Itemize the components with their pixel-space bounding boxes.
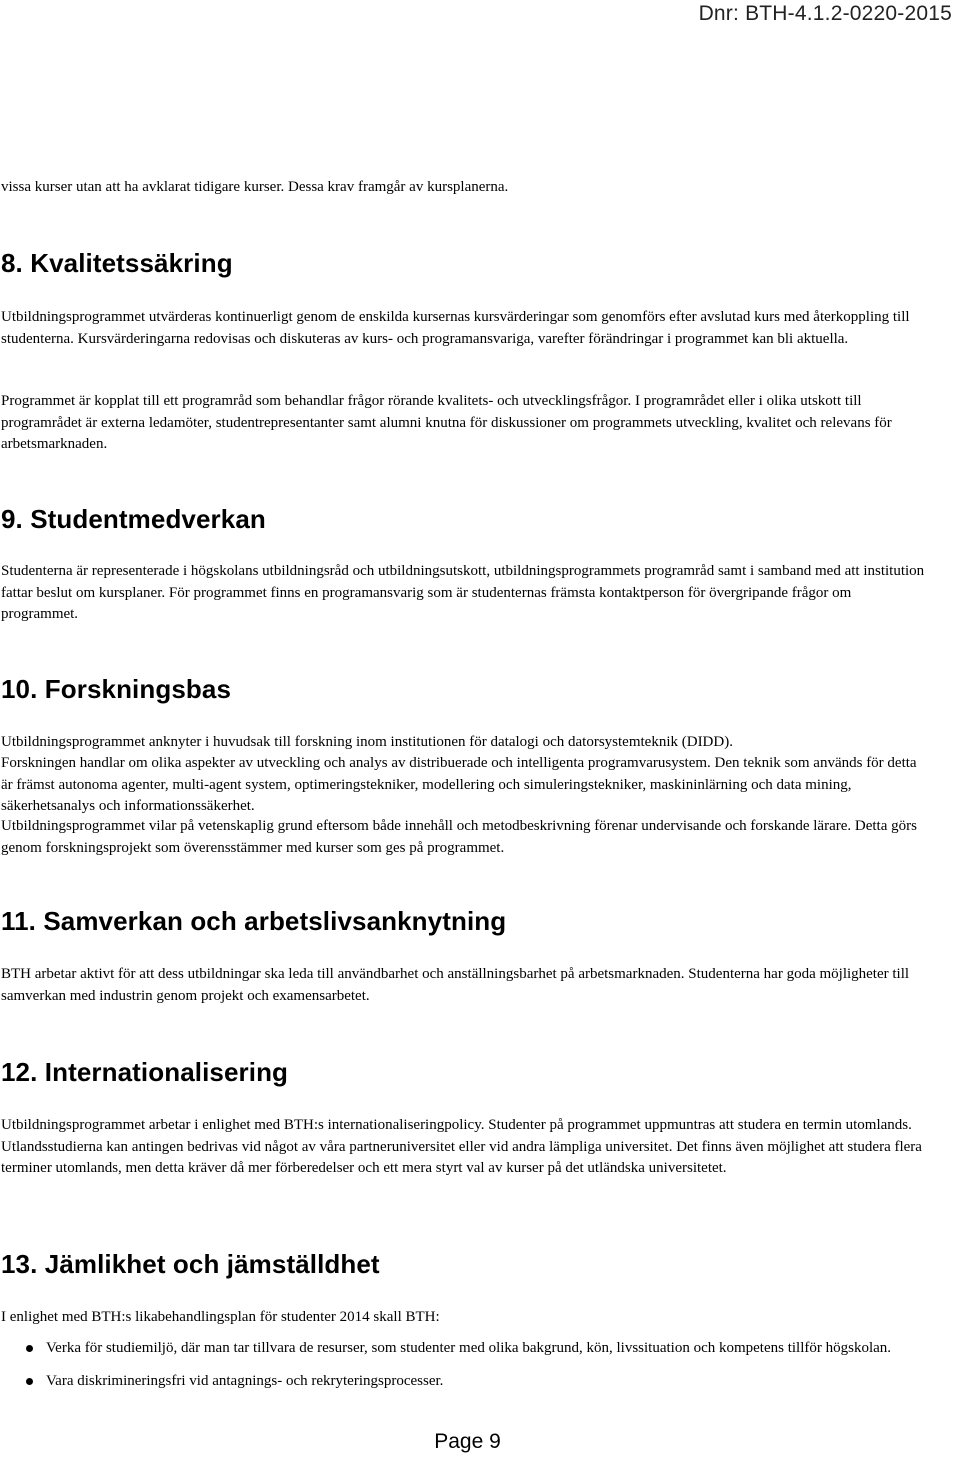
- heading-samverkan: 11. Samverkan och arbetslivsanknytning: [1, 906, 507, 936]
- paragraph-samverkan: BTH arbetar aktivt för att dess utbildningar ska leda till användbarhet och anställningsbarhet på arbetsmarknaden. Studenterna har goda möjligheter till samverkan med industrin genom projekt och examensarbetet.: [1, 966, 910, 1004]
- paragraph-forskningsbas-3: Utbildningsprogrammet vilar på vetenskaplig grund eftersom både innehåll och metodbeskrivning förenar undervisande och forskande lärare. Detta görs genom forskningsprojekt som överensstämmer med kurser som ges på programmet.: [1, 818, 917, 856]
- list-item: [0, 1366, 935, 1397]
- intro-paragraph: vissa kurser utan att ha avklarat tidigare kurser. Dessa krav framgår av kursplanerna.: [1, 179, 509, 195]
- heading-forskningsbas: 10. Forskningsbas: [1, 674, 231, 704]
- paragraph-studentmedverkan: Studenterna är representerade i högskolans utbildningsråd och utbildningsutskott, utbildningsprogrammets programråd samt i samband med att institution fattar beslut om kursplaner. För programmet finns en programansvarig som är studenternas främsta kontaktperson för övergripande frågor om programmet.: [1, 563, 925, 622]
- heading-internationalisering: 12. Internationalisering: [1, 1057, 289, 1087]
- paragraph-internationalisering: Utbildningsprogrammet arbetar i enlighet med BTH:s internationaliseringpolicy. Studenter på programmet uppmuntras att studera en termin utomlands. Utlandsstudierna kan antingen bedrivas vid något av våra partneruniversitet eller vid andra lämpliga universitet. Det finns även möjlighet att studera flera terminer utomlands, men detta kräver då mer förberedelser och ett mera styrt val av kurser på det utländska universitetet.: [1, 1117, 922, 1176]
- bullet-icon: [26, 1378, 33, 1385]
- paragraph-forskningsbas-1: Utbildningsprogrammet anknyter i huvudsak till forskning inom institutionen för datalogi och datorsystemteknik (DIDD).: [1, 734, 733, 750]
- paragraph-jamlikhet: I enlighet med BTH:s likabehandlingsplan för studenter 2014 skall BTH:: [1, 1309, 440, 1325]
- list-item: [0, 1333, 935, 1364]
- list-item-text: Verka för studiemiljö, där man tar tillvara de resurser, som studenter med olika bakgrund, kön, livssituation och kompetens tillför högskolan.: [46, 1340, 892, 1356]
- bullet-list-jamlikhet: [0, 1333, 935, 1399]
- paragraph-kvalitetssakring-2: Programmet är kopplat till ett programråd som behandlar frågor rörande kvalitets- och utvecklingsfrågor. I programrådet eller i olika utskott till programrådet är externa ledamöter, studentrepresentanter samt alumni knutna för diskussioner om programmets utveckling, kvalitet och relevans för arbetsmarknaden.: [1, 393, 892, 452]
- page-number: Page 9: [434, 1430, 501, 1453]
- list-item-text: Vara diskrimineringsfri vid antagnings- och rekryteringsprocesser.: [46, 1373, 444, 1389]
- document-number: Dnr: BTH-4.1.2-0220-2015: [698, 2, 952, 25]
- heading-kvalitetssakring: 8. Kvalitetssäkring: [1, 248, 233, 278]
- bullet-icon: [26, 1345, 33, 1352]
- heading-jamlikhet: 13. Jämlikhet och jämställdhet: [1, 1249, 380, 1279]
- paragraph-forskningsbas-2: Forskningen handlar om olika aspekter av utveckling och analys av distribuerade och intelligenta programvarusystem. Den teknik som används för detta är främst autonoma agenter, multi-agent system, optimeringstekniker, modellering och simuleringstekniker, maskininlärning och data mining, säkerhetsanalys och informationssäkerhet.: [1, 755, 917, 814]
- paragraph-kvalitetssakring-1: Utbildningsprogrammet utvärderas kontinuerligt genom de enskilda kursernas kursvärderingar som genomförs efter avslutad kurs med återkoppling till studenterna. Kursvärderingarna redovisas och diskuteras av kurs- och programansvariga, varefter förändringar i programmet kan bli aktuella.: [1, 309, 910, 347]
- heading-studentmedverkan: 9. Studentmedverkan: [1, 504, 266, 534]
